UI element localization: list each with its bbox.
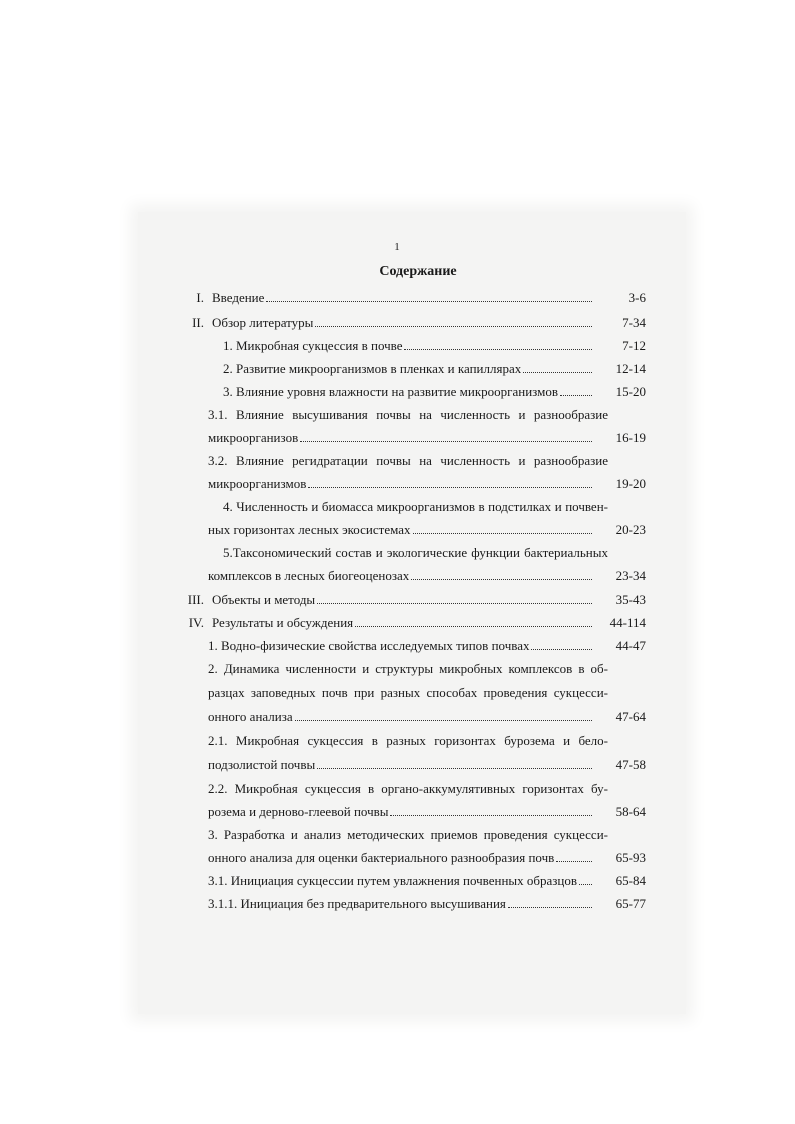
- toc-entry-number: IV.: [188, 615, 204, 630]
- dot-leader: [308, 476, 592, 488]
- toc-entry-page: 47-64: [615, 709, 646, 724]
- dot-leader: [317, 757, 592, 769]
- toc-entry-text: розема и дерново-глеевой почвы: [208, 804, 389, 819]
- toc-entry-text: 3. Влияние уровня влажности на развитие микроорганизмов: [223, 384, 558, 399]
- toc-entry[interactable]: [208, 850, 646, 866]
- toc-entry-page: 47-58: [615, 757, 646, 772]
- toc-entry-literature-review[interactable]: [178, 315, 646, 331]
- toc-entry[interactable]: [208, 804, 646, 820]
- toc-entry-page: 65-84: [615, 873, 646, 888]
- page-number: 1: [394, 241, 400, 253]
- toc-entry-text: Объекты и методы: [212, 592, 316, 607]
- toc-entry[interactable]: [208, 757, 646, 773]
- toc-entry-page: 58-64: [615, 804, 646, 819]
- toc-entry-text: 3.1. Инициация сукцессии путем увлажнения почвенных образцов: [208, 873, 578, 888]
- toc-entry-page: 20-23: [615, 522, 646, 537]
- toc-entry-objects-methods[interactable]: [178, 592, 646, 608]
- toc-entry-number: I.: [196, 290, 204, 305]
- toc-entry-line: 2.1. Микробная сукцессия в разных горизонтах бурозема и бело-: [208, 733, 608, 748]
- toc-entry[interactable]: [223, 361, 646, 377]
- toc-entry-text: 1. Водно-физические свойства исследуемых типов почвах: [208, 638, 530, 653]
- toc-entry[interactable]: [208, 873, 646, 889]
- toc-entry-line: разцах заповедных почв при разных способах проведения сукцесси-: [208, 685, 608, 700]
- toc-entry[interactable]: [208, 638, 646, 654]
- toc-entry[interactable]: [208, 522, 646, 538]
- toc-entry-line: 2.2. Микробная сукцессия в органо-аккумулятивных горизонтах бу-: [208, 781, 608, 796]
- toc-entry-page: 15-20: [615, 384, 646, 399]
- toc-entry-line: 3.2. Влияние регидратации почвы на численность и разнообразие: [208, 453, 608, 468]
- dot-leader: [556, 850, 592, 862]
- toc-entry-line: 5.Таксономический состав и экологические функции бактериальных: [223, 545, 608, 560]
- toc-entry-text: 2. Развитие микроорганизмов в пленках и капиллярах: [223, 361, 522, 376]
- dot-leader: [413, 522, 593, 534]
- toc-entry-page: 65-77: [615, 896, 646, 911]
- toc-entry-page: 35-43: [615, 592, 646, 607]
- toc-entry-text: комплексов в лесных биогеоценозах: [208, 568, 410, 583]
- dot-leader: [317, 592, 592, 604]
- toc-entry-number: III.: [187, 592, 204, 607]
- toc-entry-page: 7-34: [622, 315, 646, 330]
- dot-leader: [315, 315, 592, 327]
- dot-leader: [300, 430, 592, 442]
- dot-leader: [531, 638, 592, 650]
- toc-entry-page: 16-19: [615, 430, 646, 445]
- toc-entry-text: подзолистой почвы: [208, 757, 316, 772]
- dot-leader: [508, 896, 592, 908]
- dot-leader: [560, 384, 592, 396]
- toc-entry-text: Результаты и обсуждения: [212, 615, 354, 630]
- toc-entry-text: 3.1.1. Инициация без предварительного высушивания: [208, 896, 506, 911]
- toc-entry-text: ных горизонтах лесных экосистемах: [208, 522, 411, 537]
- toc-entry-line: 2. Динамика численности и структуры микробных комплексов в об-: [208, 661, 608, 676]
- toc-entry[interactable]: [223, 384, 646, 400]
- toc-entry[interactable]: [208, 476, 646, 492]
- toc-entry[interactable]: [208, 709, 646, 725]
- toc-entry-page: 23-34: [615, 568, 646, 583]
- toc-entry-number: II.: [192, 315, 204, 330]
- toc-entry-page: 7-12: [622, 338, 646, 353]
- toc-entry-page: 19-20: [615, 476, 646, 491]
- toc-entry[interactable]: [208, 568, 646, 584]
- dot-leader: [411, 568, 592, 580]
- toc-entry-text: микроорганизов: [208, 430, 299, 445]
- toc-entry-introduction[interactable]: [178, 290, 646, 306]
- toc-entry-text: Обзор литературы: [212, 315, 314, 330]
- toc-entry-page: 3-6: [628, 290, 646, 305]
- dot-leader: [295, 709, 592, 721]
- toc-entry-page: 44-47: [615, 638, 646, 653]
- dot-leader: [404, 338, 592, 350]
- toc-entry-text: онного анализа: [208, 709, 293, 724]
- toc-entry-page: 12-14: [615, 361, 646, 376]
- toc-entry[interactable]: [208, 430, 646, 446]
- toc-entry[interactable]: [208, 896, 646, 912]
- toc-entry-text: микроорганизмов: [208, 476, 307, 491]
- toc-entry-line: 3.1. Влияние высушивания почвы на численность и разнообразие: [208, 407, 608, 422]
- toc-title: Содержание: [379, 264, 457, 279]
- dot-leader: [390, 804, 592, 816]
- toc-entry-results[interactable]: [178, 615, 646, 631]
- dot-leader: [579, 873, 592, 885]
- toc-entry-text: онного анализа для оценки бактериального разнообразия почв: [208, 850, 555, 865]
- dot-leader: [266, 290, 592, 302]
- toc-entry-line: 3. Разработка и анализ методических приемов проведения сукцесси-: [208, 827, 608, 842]
- toc-entry-page: 44-114: [609, 615, 646, 630]
- toc-entry-text: Введение: [212, 290, 265, 305]
- toc-entry[interactable]: [223, 338, 646, 354]
- toc-entry-page: 65-93: [615, 850, 646, 865]
- dot-leader: [523, 361, 592, 373]
- toc-entry-line: 4. Численность и биомасса микроорганизмов в подстилках и почвен-: [223, 499, 608, 514]
- dot-leader: [355, 615, 592, 627]
- toc-entry-text: 1. Микробная сукцессия в почве: [223, 338, 403, 353]
